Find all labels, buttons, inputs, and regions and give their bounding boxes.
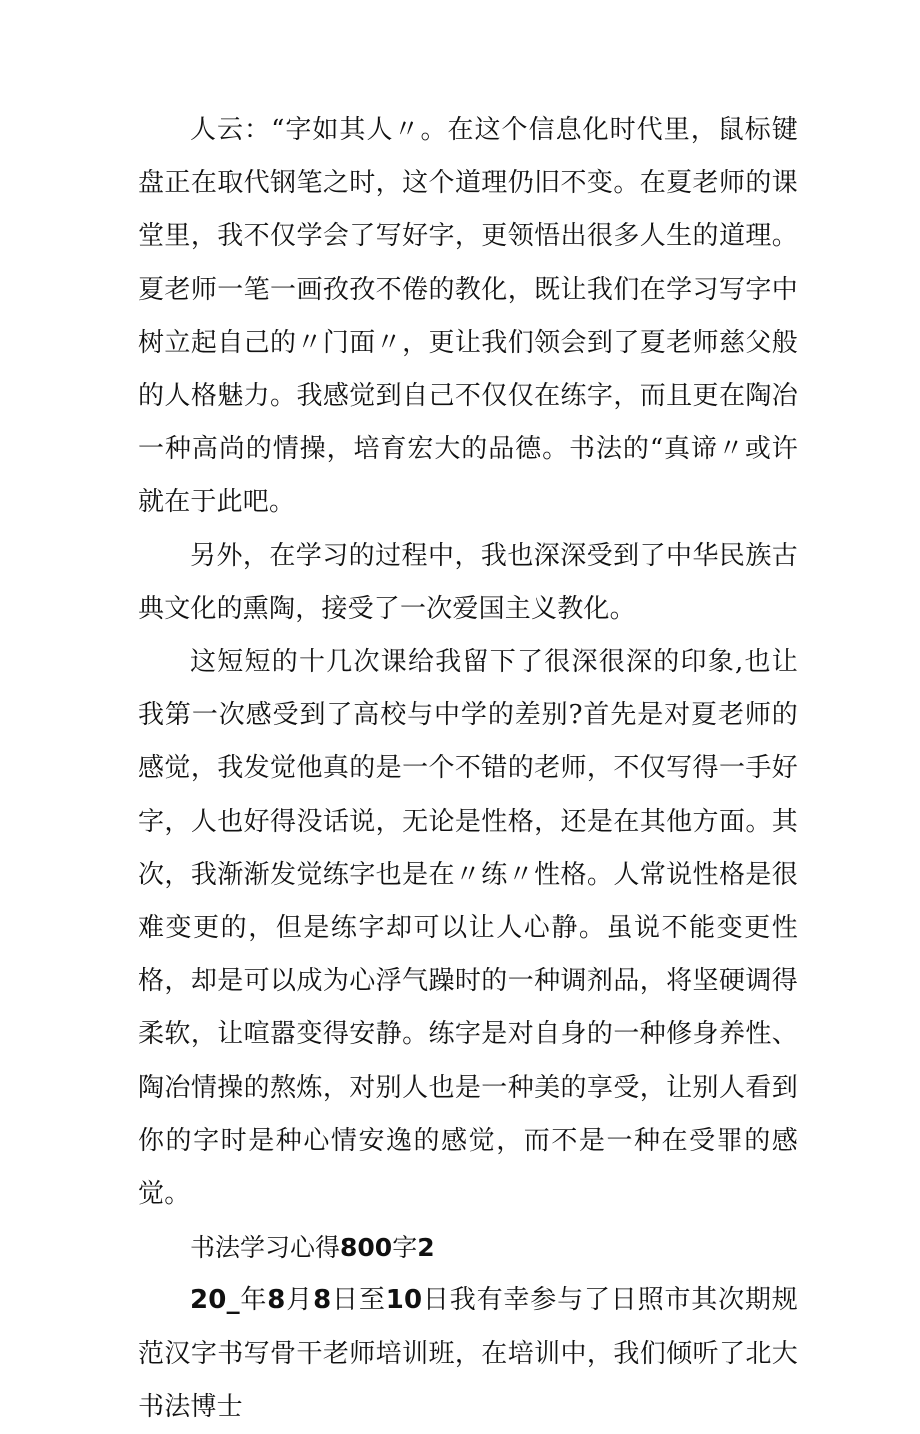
date-year-unit: 年 (239, 1285, 268, 1316)
heading-number: 800 (340, 1233, 393, 1263)
document-page (138, 104, 798, 1434)
paragraph-3: 这短短的十几次课给我留下了很深很深的印象,也让我第一次感受到了高校与中学的差别?首先是对夏老师的感觉，我发觉他真的是一个不错的老师，不仅写得一手好字，人也好得没话说，无论是性格，还是在其他方面。其次，我渐渐发觉练字也是在〃练〃性格。人常说性格是很难变更的，但是练字却可以让人心静。虽说不能变更性格，却是可以成为心浮气躁时的一种调剂品，将坚硬调得柔软，让喧嚣变得安静。练字是对自身的一种修身养性、陶冶情操的熬炼，对别人也是一种美的享受，让别人看到你的字时是种心情安逸的感觉，而不是一种在受罪的感觉。 (138, 647, 798, 1210)
date-day-end: 10 (385, 1285, 423, 1316)
paragraph-1: 人云：“字如其人〃。在这个信息化时代里，鼠标键盘正在取代钢笔之时，这个道理仍旧不变。在夏老师的课堂里，我不仅学会了写好字，更领悟出很多人生的道理。夏老师一笔一画孜孜不倦的教化，既让我们在学习写字中树立起自己的〃门面〃，更让我们领会到了夏老师慈父般的人格魅力。我感觉到自己不仅仅在练字，而且更在陶冶一种高尚的情操，培育宏大的品德。书法的“真谛〃或许就在于此吧。 (138, 115, 798, 518)
paragraph-4 (138, 1274, 798, 1434)
paragraph-2: 另外，在学习的过程中，我也深深受到了中华民族古典文化的熏陶，接受了一次爱国主义教化。 (138, 540, 798, 624)
section-heading (138, 1221, 798, 1274)
date-day-start: 8 (313, 1285, 332, 1316)
heading-index: 2 (417, 1233, 435, 1263)
date-month-unit: 月 (285, 1285, 314, 1316)
heading-suffix: 字 (392, 1233, 418, 1263)
heading-text: 书法学习心得 (190, 1233, 341, 1263)
date-month: 8 (267, 1285, 286, 1316)
paragraph-4-text: 日我有幸参与了日照市其次期规范汉字书写骨干老师培训班，在培训中，我们倾听了北大书法博士 (138, 1285, 799, 1422)
date-year: 20_ (190, 1285, 240, 1316)
date-range-text: 日至 (331, 1285, 386, 1316)
